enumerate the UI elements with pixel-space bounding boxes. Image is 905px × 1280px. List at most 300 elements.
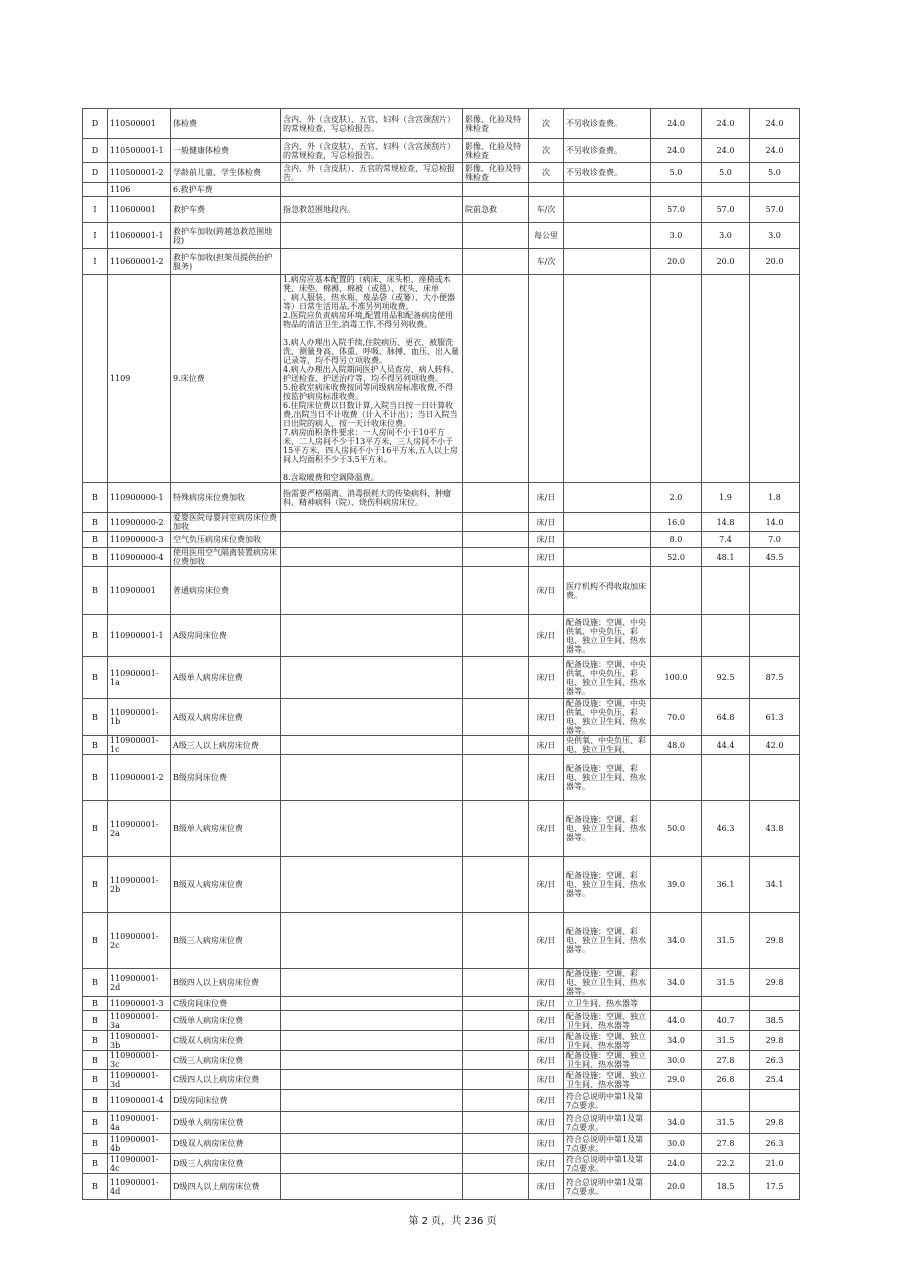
- exclusion-cell: [463, 1154, 529, 1174]
- note-cell: 不另收诊查费。: [564, 109, 651, 139]
- unit-cell: 床/日: [529, 1154, 564, 1174]
- unit-cell: [529, 183, 564, 197]
- table-row: [83, 997, 800, 1011]
- price-3-cell: 38.5: [750, 1011, 800, 1031]
- note-cell: 配备设施：空调、独立卫生间、热水器等: [564, 1031, 651, 1051]
- exclusion-cell: [463, 532, 529, 548]
- price-2-cell: 31.5: [702, 913, 750, 969]
- item-name-cell: D级三人病房床位费: [171, 1154, 281, 1174]
- price-1-cell: [651, 1090, 702, 1112]
- item-name-cell: A级三人以上病房床位费: [171, 736, 281, 755]
- exclusion-cell: [463, 548, 529, 567]
- item-name-cell: 救护车加收(跨越急救范围地段): [171, 223, 281, 249]
- code-cell: 110900000-2: [108, 513, 171, 532]
- table-row: [83, 969, 800, 997]
- item-name-cell: B级双人病房床位费: [171, 857, 281, 913]
- price-3-cell: 29.8: [750, 1112, 800, 1134]
- code-cell: 110900001-1b: [108, 699, 171, 736]
- category-cell: D: [83, 109, 108, 139]
- unit-cell: 次: [529, 109, 564, 139]
- price-2-cell: 64.8: [702, 699, 750, 736]
- code-cell: 110900001-2b: [108, 857, 171, 913]
- content-cell: [281, 1070, 463, 1090]
- price-3-cell: 20.0: [750, 249, 800, 275]
- note-cell: [564, 548, 651, 567]
- price-1-cell: 20.0: [651, 249, 702, 275]
- item-name-cell: D级单人病房床位费: [171, 1112, 281, 1134]
- note-cell: 符合总说明中第1及第7点要求。: [564, 1090, 651, 1112]
- code-cell: 110900001-3c: [108, 1051, 171, 1070]
- content-cell: [281, 1051, 463, 1070]
- category-cell: B: [83, 532, 108, 548]
- price-2-cell: 57.0: [702, 197, 750, 223]
- content-cell: [281, 857, 463, 913]
- item-name-cell: A级双人病房床位费: [171, 699, 281, 736]
- fee-table-body: [83, 109, 800, 1200]
- price-2-cell: 20.0: [702, 249, 750, 275]
- content-cell: [281, 615, 463, 657]
- item-name-cell: 学龄前儿童、学生体检费: [171, 163, 281, 183]
- price-1-cell: 50.0: [651, 801, 702, 857]
- note-cell: 配备设施：空调、中央供氧、中央负压、彩电、独立卫生间、热水器等。: [564, 699, 651, 736]
- code-cell: 110900000-3: [108, 532, 171, 548]
- exclusion-cell: 影像、化验及特殊检查: [463, 139, 529, 163]
- price-1-cell: 8.0: [651, 532, 702, 548]
- price-3-cell: 7.0: [750, 532, 800, 548]
- price-3-cell: 25.4: [750, 1070, 800, 1090]
- price-2-cell: 31.5: [702, 1112, 750, 1134]
- item-name-cell: 9.床位费: [171, 275, 281, 483]
- page-footer: 第 2 页，共 236 页: [408, 1216, 497, 1227]
- category-cell: B: [83, 913, 108, 969]
- price-3-cell: 3.0: [750, 223, 800, 249]
- content-cell: [281, 513, 463, 532]
- note-cell: 配备设施：空调、彩电、独立卫生间、热水器等。: [564, 801, 651, 857]
- category-cell: B: [83, 1112, 108, 1134]
- price-2-cell: [702, 997, 750, 1011]
- unit-cell: 床/日: [529, 1090, 564, 1112]
- note-cell: [564, 532, 651, 548]
- unit-cell: 床/日: [529, 567, 564, 615]
- unit-cell: 床/日: [529, 1112, 564, 1134]
- content-cell: [281, 223, 463, 249]
- price-3-cell: 61.3: [750, 699, 800, 736]
- price-1-cell: 34.0: [651, 913, 702, 969]
- table-row: [83, 1011, 800, 1031]
- table-row: [83, 567, 800, 615]
- content-cell: 含内、外（含皮肤）、五官、妇科（含宫颈刮片）的常规检查，写总检报告。: [281, 109, 463, 139]
- note-cell: [564, 197, 651, 223]
- unit-cell: 车/次: [529, 249, 564, 275]
- exclusion-cell: [463, 801, 529, 857]
- code-cell: 110900001-1c: [108, 736, 171, 755]
- note-cell: [564, 249, 651, 275]
- unit-cell: 床/日: [529, 1070, 564, 1090]
- price-3-cell: 29.8: [750, 1031, 800, 1051]
- price-1-cell: 20.0: [651, 1174, 702, 1200]
- table-row: [83, 657, 800, 699]
- price-2-cell: [702, 183, 750, 197]
- content-line: 5.抢救室病床收费按同等同级病房标准收费,不得按监护病房标准收费。: [283, 383, 454, 401]
- unit-cell: 床/日: [529, 857, 564, 913]
- unit-cell: 床/日: [529, 1134, 564, 1154]
- content-cell: 指急救范围地段内。: [281, 197, 463, 223]
- unit-cell: 床/日: [529, 699, 564, 736]
- exclusion-cell: [463, 657, 529, 699]
- price-3-cell: [750, 567, 800, 615]
- price-2-cell: 18.5: [702, 1174, 750, 1200]
- price-2-cell: 27.8: [702, 1051, 750, 1070]
- note-cell: 符合总说明中第1及第7点要求。: [564, 1112, 651, 1134]
- content-cell: 含内、外（含皮肤）、五官的常规检查，写总检报告。: [281, 163, 463, 183]
- price-2-cell: 22.2: [702, 1154, 750, 1174]
- category-cell: B: [83, 567, 108, 615]
- table-row: [83, 548, 800, 567]
- table-row: [83, 913, 800, 969]
- price-2-cell: 40.7: [702, 1011, 750, 1031]
- code-cell: 110600001: [108, 197, 171, 223]
- price-3-cell: 29.8: [750, 969, 800, 997]
- price-2-cell: 36.1: [702, 857, 750, 913]
- code-cell: 110500001-1: [108, 139, 171, 163]
- price-1-cell: 48.0: [651, 736, 702, 755]
- content-line: 3.病人办理出入院手续,住院病历、更衣、被服洗洗、测量身高、体重、呼吸、脉搏、血压、出入量记录等，均不得另立项收费。: [283, 338, 459, 365]
- code-cell: 110900001-2a: [108, 801, 171, 857]
- category-cell: B: [83, 1090, 108, 1112]
- category-cell: I: [83, 249, 108, 275]
- item-name-cell: C级单人病房床位费: [171, 1011, 281, 1031]
- table-row: [83, 1090, 800, 1112]
- exclusion-cell: [463, 1011, 529, 1031]
- content-cell: [281, 567, 463, 615]
- price-1-cell: 29.0: [651, 1070, 702, 1090]
- exclusion-cell: [463, 1070, 529, 1090]
- unit-cell: [529, 275, 564, 483]
- table-row: [83, 736, 800, 755]
- exclusion-cell: [463, 755, 529, 801]
- price-1-cell: [651, 275, 702, 483]
- code-cell: 110900001-3a: [108, 1011, 171, 1031]
- exclusion-cell: [463, 567, 529, 615]
- item-name-cell: 特殊病房床位费加收: [171, 483, 281, 513]
- category-cell: B: [83, 801, 108, 857]
- item-name-cell: 体检费: [171, 109, 281, 139]
- code-cell: 110900001-4a: [108, 1112, 171, 1134]
- content-line: [283, 329, 460, 338]
- note-cell: [564, 275, 651, 483]
- price-2-cell: [702, 275, 750, 483]
- content-line: 4.病人办理出入院期间医护人员查房、病人转科、护送检查、护送治疗等，均不得另列项收费。: [283, 365, 459, 383]
- code-cell: 1106: [108, 183, 171, 197]
- table-row: [83, 857, 800, 913]
- table-row: [83, 615, 800, 657]
- table-row: [83, 1174, 800, 1200]
- unit-cell: 床/日: [529, 532, 564, 548]
- item-name-cell: C级双人病房床位费: [171, 1031, 281, 1051]
- note-cell: 立卫生间、热水器等: [564, 997, 651, 1011]
- category-cell: B: [83, 699, 108, 736]
- price-2-cell: 3.0: [702, 223, 750, 249]
- code-cell: 110900001-1a: [108, 657, 171, 699]
- item-name-cell: 爱婴医院母婴同室病房床位费加收: [171, 513, 281, 532]
- table-row: [83, 1031, 800, 1051]
- content-cell: [281, 1112, 463, 1134]
- exclusion-cell: [463, 1174, 529, 1200]
- exclusion-cell: [463, 223, 529, 249]
- exclusion-cell: [463, 969, 529, 997]
- code-cell: 110900000-1: [108, 483, 171, 513]
- exclusion-cell: [463, 513, 529, 532]
- category-cell: B: [83, 1031, 108, 1051]
- price-2-cell: 46.3: [702, 801, 750, 857]
- exclusion-cell: [463, 615, 529, 657]
- note-cell: 配备设施：空调、独立卫生间、热水器等: [564, 1051, 651, 1070]
- table-row: [83, 163, 800, 183]
- content-line: 7.病房面积条件要求：一人房间不小于10平方米，二人房间不少于13平方米，三人房间不小于15平方米，四人房间不小于16平方米,五人以上房间人均面积不少于3.5平方米。: [283, 428, 458, 464]
- content-line: 6.住院床位费以日数计算,入院当日按一日计算收费,出院当日不计收费（计入不计出）；当日入院当日出院的病人，按一天计收床位费。: [283, 401, 458, 428]
- code-cell: 110900001-3: [108, 997, 171, 1011]
- exclusion-cell: [463, 483, 529, 513]
- note-cell: 配备设施：空调、彩电、独立卫生间、热水器等。: [564, 913, 651, 969]
- note-cell: 医疗机构不得收取加床费。: [564, 567, 651, 615]
- fee-table: [82, 108, 800, 1200]
- price-3-cell: 26.3: [750, 1051, 800, 1070]
- price-2-cell: [702, 1090, 750, 1112]
- price-3-cell: 45.5: [750, 548, 800, 567]
- exclusion-cell: [463, 249, 529, 275]
- price-2-cell: 24.0: [702, 109, 750, 139]
- content-cell: [281, 532, 463, 548]
- price-1-cell: 24.0: [651, 139, 702, 163]
- price-2-cell: 5.0: [702, 163, 750, 183]
- unit-cell: 次: [529, 163, 564, 183]
- exclusion-cell: [463, 736, 529, 755]
- price-1-cell: [651, 997, 702, 1011]
- item-name-cell: 救护车加收(担架员提供抬护服务): [171, 249, 281, 275]
- price-2-cell: [702, 755, 750, 801]
- unit-cell: 床/日: [529, 513, 564, 532]
- unit-cell: 床/日: [529, 997, 564, 1011]
- item-name-cell: A级房间床位费: [171, 615, 281, 657]
- code-cell: 110900001-4d: [108, 1174, 171, 1200]
- item-name-cell: C级房间床位费: [171, 997, 281, 1011]
- price-1-cell: 34.0: [651, 1031, 702, 1051]
- table-row: [83, 1051, 800, 1070]
- content-cell: [281, 1174, 463, 1200]
- code-cell: 110900001-2d: [108, 969, 171, 997]
- category-cell: B: [83, 657, 108, 699]
- category-cell: D: [83, 139, 108, 163]
- table-row: [83, 197, 800, 223]
- price-3-cell: 57.0: [750, 197, 800, 223]
- code-cell: 110900001-2c: [108, 913, 171, 969]
- price-3-cell: 1.8: [750, 483, 800, 513]
- item-name-cell: A级单人病房床位费: [171, 657, 281, 699]
- category-cell: I: [83, 223, 108, 249]
- price-2-cell: 14.8: [702, 513, 750, 532]
- content-cell: [281, 1090, 463, 1112]
- price-2-cell: 26.8: [702, 1070, 750, 1090]
- code-cell: 110900001-4b: [108, 1134, 171, 1154]
- price-1-cell: 57.0: [651, 197, 702, 223]
- exclusion-cell: 影像、化验及特殊检查: [463, 109, 529, 139]
- table-row: [83, 483, 800, 513]
- price-1-cell: 24.0: [651, 109, 702, 139]
- unit-cell: 床/日: [529, 1051, 564, 1070]
- note-cell: 不另收诊查费。: [564, 139, 651, 163]
- price-1-cell: [651, 567, 702, 615]
- category-cell: B: [83, 1011, 108, 1031]
- table-row: [83, 1154, 800, 1174]
- unit-cell: 床/日: [529, 548, 564, 567]
- exclusion-cell: [463, 997, 529, 1011]
- item-name-cell: 一般健康体检费: [171, 139, 281, 163]
- content-line: 2.医院应负责病房环境,配置用品和配备病房使用物品的清洁卫生,消毒工作,不得另列收费。: [283, 311, 454, 329]
- exclusion-cell: 影像、化验及特殊检查: [463, 163, 529, 183]
- exclusion-cell: [463, 913, 529, 969]
- unit-cell: 床/日: [529, 1011, 564, 1031]
- category-cell: D: [83, 163, 108, 183]
- unit-cell: 床/日: [529, 755, 564, 801]
- content-cell: [281, 249, 463, 275]
- category-cell: B: [83, 969, 108, 997]
- price-1-cell: [651, 755, 702, 801]
- item-name-cell: D级四人以上病房床位费: [171, 1174, 281, 1200]
- price-2-cell: 7.4: [702, 532, 750, 548]
- note-cell: [564, 223, 651, 249]
- unit-cell: 床/日: [529, 801, 564, 857]
- table-row: [83, 223, 800, 249]
- note-cell: 配备设施：空调、独立卫生间、热水器等: [564, 1070, 651, 1090]
- code-cell: 110600001-2: [108, 249, 171, 275]
- table-row: [83, 183, 800, 197]
- price-3-cell: [750, 275, 800, 483]
- content-cell: [281, 275, 463, 483]
- category-cell: I: [83, 197, 108, 223]
- item-name-cell: B级单人病房床位费: [171, 801, 281, 857]
- category-cell: B: [83, 548, 108, 567]
- note-cell: [564, 183, 651, 197]
- content-cell: [281, 1031, 463, 1051]
- price-3-cell: [750, 1090, 800, 1112]
- content-cell: [281, 801, 463, 857]
- content-cell: [281, 736, 463, 755]
- price-2-cell: 24.0: [702, 139, 750, 163]
- code-cell: 110900001-2: [108, 755, 171, 801]
- exclusion-cell: [463, 1134, 529, 1154]
- price-1-cell: 5.0: [651, 163, 702, 183]
- item-name-cell: 普通病房床位费: [171, 567, 281, 615]
- unit-cell: 床/日: [529, 1031, 564, 1051]
- unit-cell: 次: [529, 139, 564, 163]
- price-3-cell: [750, 997, 800, 1011]
- item-name-cell: D级双人病房床位费: [171, 1134, 281, 1154]
- item-name-cell: C级三人病房床位费: [171, 1051, 281, 1070]
- unit-cell: 每公里: [529, 223, 564, 249]
- category-cell: B: [83, 1134, 108, 1154]
- content-cell: [281, 997, 463, 1011]
- table-row: [83, 275, 800, 483]
- price-1-cell: [651, 183, 702, 197]
- note-cell: [564, 483, 651, 513]
- price-3-cell: [750, 755, 800, 801]
- table-row: [83, 755, 800, 801]
- price-1-cell: [651, 615, 702, 657]
- category-cell: B: [83, 857, 108, 913]
- unit-cell: 床/日: [529, 1174, 564, 1200]
- price-2-cell: 48.1: [702, 548, 750, 567]
- category-cell: B: [83, 1174, 108, 1200]
- content-cell: [281, 699, 463, 736]
- note-cell: 配备设施：空调、中央供氧、中央负压、彩电、独立卫生间、热水器等。: [564, 615, 651, 657]
- price-1-cell: 52.0: [651, 548, 702, 567]
- exclusion-cell: [463, 699, 529, 736]
- table-row: [83, 513, 800, 532]
- price-1-cell: 34.0: [651, 969, 702, 997]
- price-3-cell: 24.0: [750, 139, 800, 163]
- category-cell: [83, 183, 108, 197]
- price-3-cell: 87.5: [750, 657, 800, 699]
- code-cell: 110900001-1: [108, 615, 171, 657]
- unit-cell: 车/次: [529, 197, 564, 223]
- category-cell: B: [83, 1154, 108, 1174]
- price-2-cell: 31.5: [702, 1031, 750, 1051]
- content-cell: [281, 1154, 463, 1174]
- category-cell: B: [83, 513, 108, 532]
- price-1-cell: 70.0: [651, 699, 702, 736]
- content-cell: [281, 657, 463, 699]
- category-cell: B: [83, 1051, 108, 1070]
- note-cell: 央供氧、中央负压、彩电、独立卫生间、: [564, 736, 651, 755]
- unit-cell: 床/日: [529, 483, 564, 513]
- item-name-cell: B级四人以上病房床位费: [171, 969, 281, 997]
- price-2-cell: 31.5: [702, 969, 750, 997]
- note-cell: 配备设施：空调、中央供氧、中央负压、彩电、独立卫生间、热水器等。: [564, 657, 651, 699]
- code-cell: 110600001-1: [108, 223, 171, 249]
- note-cell: 配备设施：空调、独立卫生间、热水器等: [564, 1011, 651, 1031]
- code-cell: 110900001-3b: [108, 1031, 171, 1051]
- item-name-cell: D级房间床位费: [171, 1090, 281, 1112]
- content-cell: [281, 969, 463, 997]
- price-3-cell: 17.5: [750, 1174, 800, 1200]
- table-row: [83, 109, 800, 139]
- table-row: [83, 699, 800, 736]
- category-cell: [83, 275, 108, 483]
- category-cell: B: [83, 615, 108, 657]
- price-3-cell: 34.1: [750, 857, 800, 913]
- table-row: [83, 1134, 800, 1154]
- content-cell: 指需要严格隔离、消毒损耗大的传染病科、肿瘤科、精神病科（院）、烧伤科病房床位。: [281, 483, 463, 513]
- price-3-cell: 21.0: [750, 1154, 800, 1174]
- unit-cell: 床/日: [529, 913, 564, 969]
- category-cell: B: [83, 755, 108, 801]
- unit-cell: 床/日: [529, 969, 564, 997]
- table-row: [83, 532, 800, 548]
- note-cell: 不另收诊查费。: [564, 163, 651, 183]
- price-3-cell: 5.0: [750, 163, 800, 183]
- price-3-cell: 43.8: [750, 801, 800, 857]
- note-cell: 符合总说明中第1及第7点要求。: [564, 1134, 651, 1154]
- note-cell: 配备设施：空调、彩电、独立卫生间、热水器等。: [564, 755, 651, 801]
- price-2-cell: 44.4: [702, 736, 750, 755]
- price-3-cell: 42.0: [750, 736, 800, 755]
- code-cell: 110900001-4: [108, 1090, 171, 1112]
- content-line: [283, 464, 460, 473]
- exclusion-cell: [463, 1112, 529, 1134]
- content-cell: [281, 183, 463, 197]
- price-2-cell: 1.9: [702, 483, 750, 513]
- exclusion-cell: 院前急救: [463, 197, 529, 223]
